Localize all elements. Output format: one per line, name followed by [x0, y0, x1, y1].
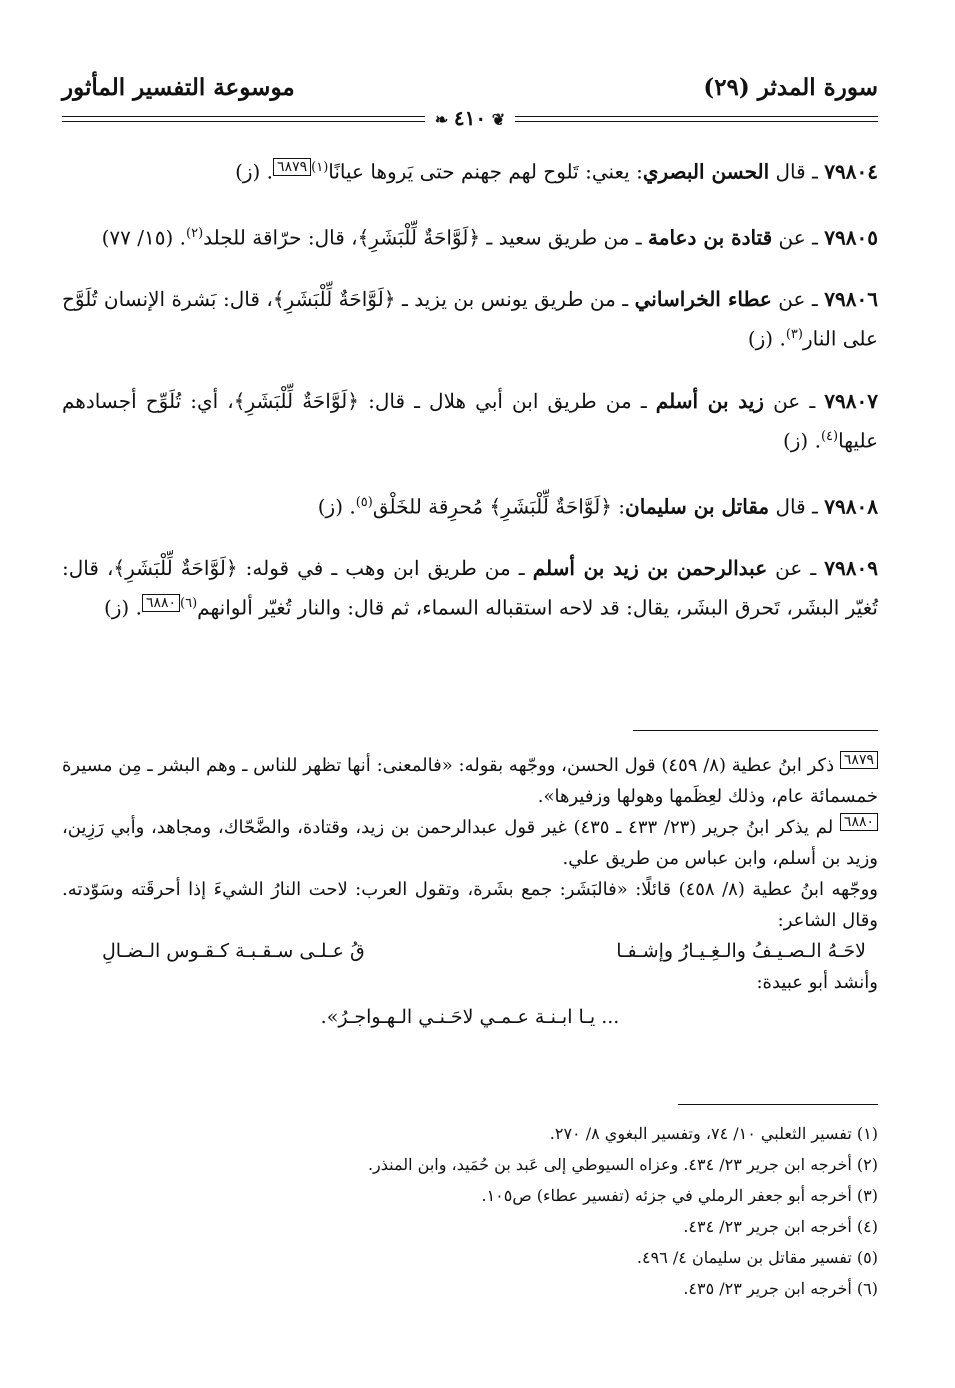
ornament-icon: ❦: [486, 110, 506, 129]
narrations: [62, 150, 878, 652]
poetry-verse: لاحَـهُ الـصـيـفُ والـغِـيـارُ وإشـفـا قُ عـلـى سـقـبـة كـقـوس الـضـالِ: [102, 940, 866, 962]
footnotes-separator: [678, 1104, 878, 1105]
surah-title: سورة المدثر (٢٩): [703, 74, 878, 101]
footnote: (١) تفسير الثعلبي ١٠/ ٧٤، وتفسير البغوي ٨/ ٢٧٠.: [549, 1124, 878, 1143]
footnote: (٣) أخرجه أبو جعفر الرملي في جزئه (تفسير عطاء) ص١٠٥.: [481, 1186, 878, 1205]
ornament-icon: ❧: [434, 110, 454, 129]
recitation-intro: وأنشد أبو عبيدة:: [756, 972, 878, 993]
narration: ٧٩٨٠٩ ـ عن عبدالرحمن بن زيد بن أسلم ـ من طريق ابن وهب ـ في قوله: ﴿لَوَّاحَةٌ لِّلْبَشَرِ﴾، قال: تُغيّر البشَر، تَحرق البشَر، يقال: قد لاحه استقباله السماء، ثم قال: والنار تُغيّر ألوانهم$^{(٦)}$٦٨٨٠. (ز): [62, 556, 878, 620]
narration: ٧٩٨٠٦ ـ عن عطاء الخراساني ـ من طريق يونس بن يزيد ـ ﴿لَوَّاحَةٌ لِّلْبَشَرِ﴾، قال: بَشرة الإنسان تُلَوَّح على النار$^{(٣)}$. (ز): [62, 287, 878, 351]
commentary-note: ٦٨٧٩ ذكر ابنُ عطية (٨/ ٤٥٩) قول الحسن، ووجّهه بقوله: «فالمعنى: أنها تظهر للناس ـ وهم البشر ـ مِن مسيرة خمسمائة عام، وذلك لعِظَمها وهولها وزفيرها».: [62, 752, 878, 807]
notes-separator: [633, 730, 878, 731]
footnotes: [62, 1118, 878, 1304]
note-ref: ٦٨٧٩: [273, 158, 311, 176]
narration: ٧٩٨٠٨ ـ قال مقاتل بن سليمان: ﴿لَوَّاحَةٌ لِّلْبَشَرِ﴾ مُحرِقة للخَلْق$^{(٥)}$. (ز): [317, 494, 878, 519]
footnote: (٥) تفسير مقاتل بن سليمان ٤/ ٤٩٦.: [636, 1248, 878, 1267]
poetry-verse: ... يـا ابـنـة عـمـي لاحَـنـي الـهـواجـرُ».: [320, 1006, 620, 1028]
series-title: موسوعة التفسير المأثور: [62, 74, 295, 101]
book-page: [62, 58, 878, 1358]
footnote: (٦) أخرجه ابن جرير ٢٣/ ٤٣٥.: [683, 1279, 878, 1298]
footnote: (٢) أخرجه ابن جرير ٢٣/ ٤٣٤. وعزاه السيوطي إلى عَبد بن حُمَيد، وابن المنذر.: [367, 1155, 878, 1174]
commentary-notes: [62, 750, 878, 1033]
note-ref: ٦٨٨٠: [142, 594, 180, 612]
narration: ٧٩٨٠٤ ـ قال الحسن البصري: يعني: تَلوح لهم جهنم حتى يَروها عيانًا$^{(١)}$٦٨٧٩. (ز): [235, 159, 878, 184]
commentary-note: ٦٨٨٠ لم يذكر ابنُ جرير (٢٣/ ٤٣٣ ـ ٤٣٥) غير قول عبدالرحمن بن زيد، وقتادة، والضَّحّاك، ومجاهد، وأبي رَزِين، وزيد بن أسلم، وابن عباس من طريق علي. ووجّهه ابنُ عطية (٨/ ٤٥٨) قائلًا: «فالبَشَر: جمع بشَرة، وتقول العرب: لاحت النارُ الشيءَ إذا أحرقَته وسَوّدته. وقال الشاعر:: [62, 814, 878, 931]
narration: ٧٩٨٠٧ ـ عن زيد بن أسلم ـ من طريق ابن أبي هلال ـ قال: ﴿لَوَّاحَةٌ لِّلْبَشَرِ﴾، أي: تُلَوِّح أجسادهم عليها$^{(٤)}$. (ز): [62, 388, 878, 453]
narration: ٧٩٨٠٥ ـ عن قتادة بن دعامة ـ من طريق سعيد ـ ﴿لَوَّاحَةٌ لِّلْبَشَرِ﴾، قال: حرّاقة للجلد$^{(٢)}$. (١٥/ ٧٧): [101, 225, 878, 250]
footnote: (٤) أخرجه ابن جرير ٢٣/ ٤٣٤.: [683, 1217, 878, 1236]
page-number: ❦ ٤١٠ ❧: [425, 106, 515, 130]
